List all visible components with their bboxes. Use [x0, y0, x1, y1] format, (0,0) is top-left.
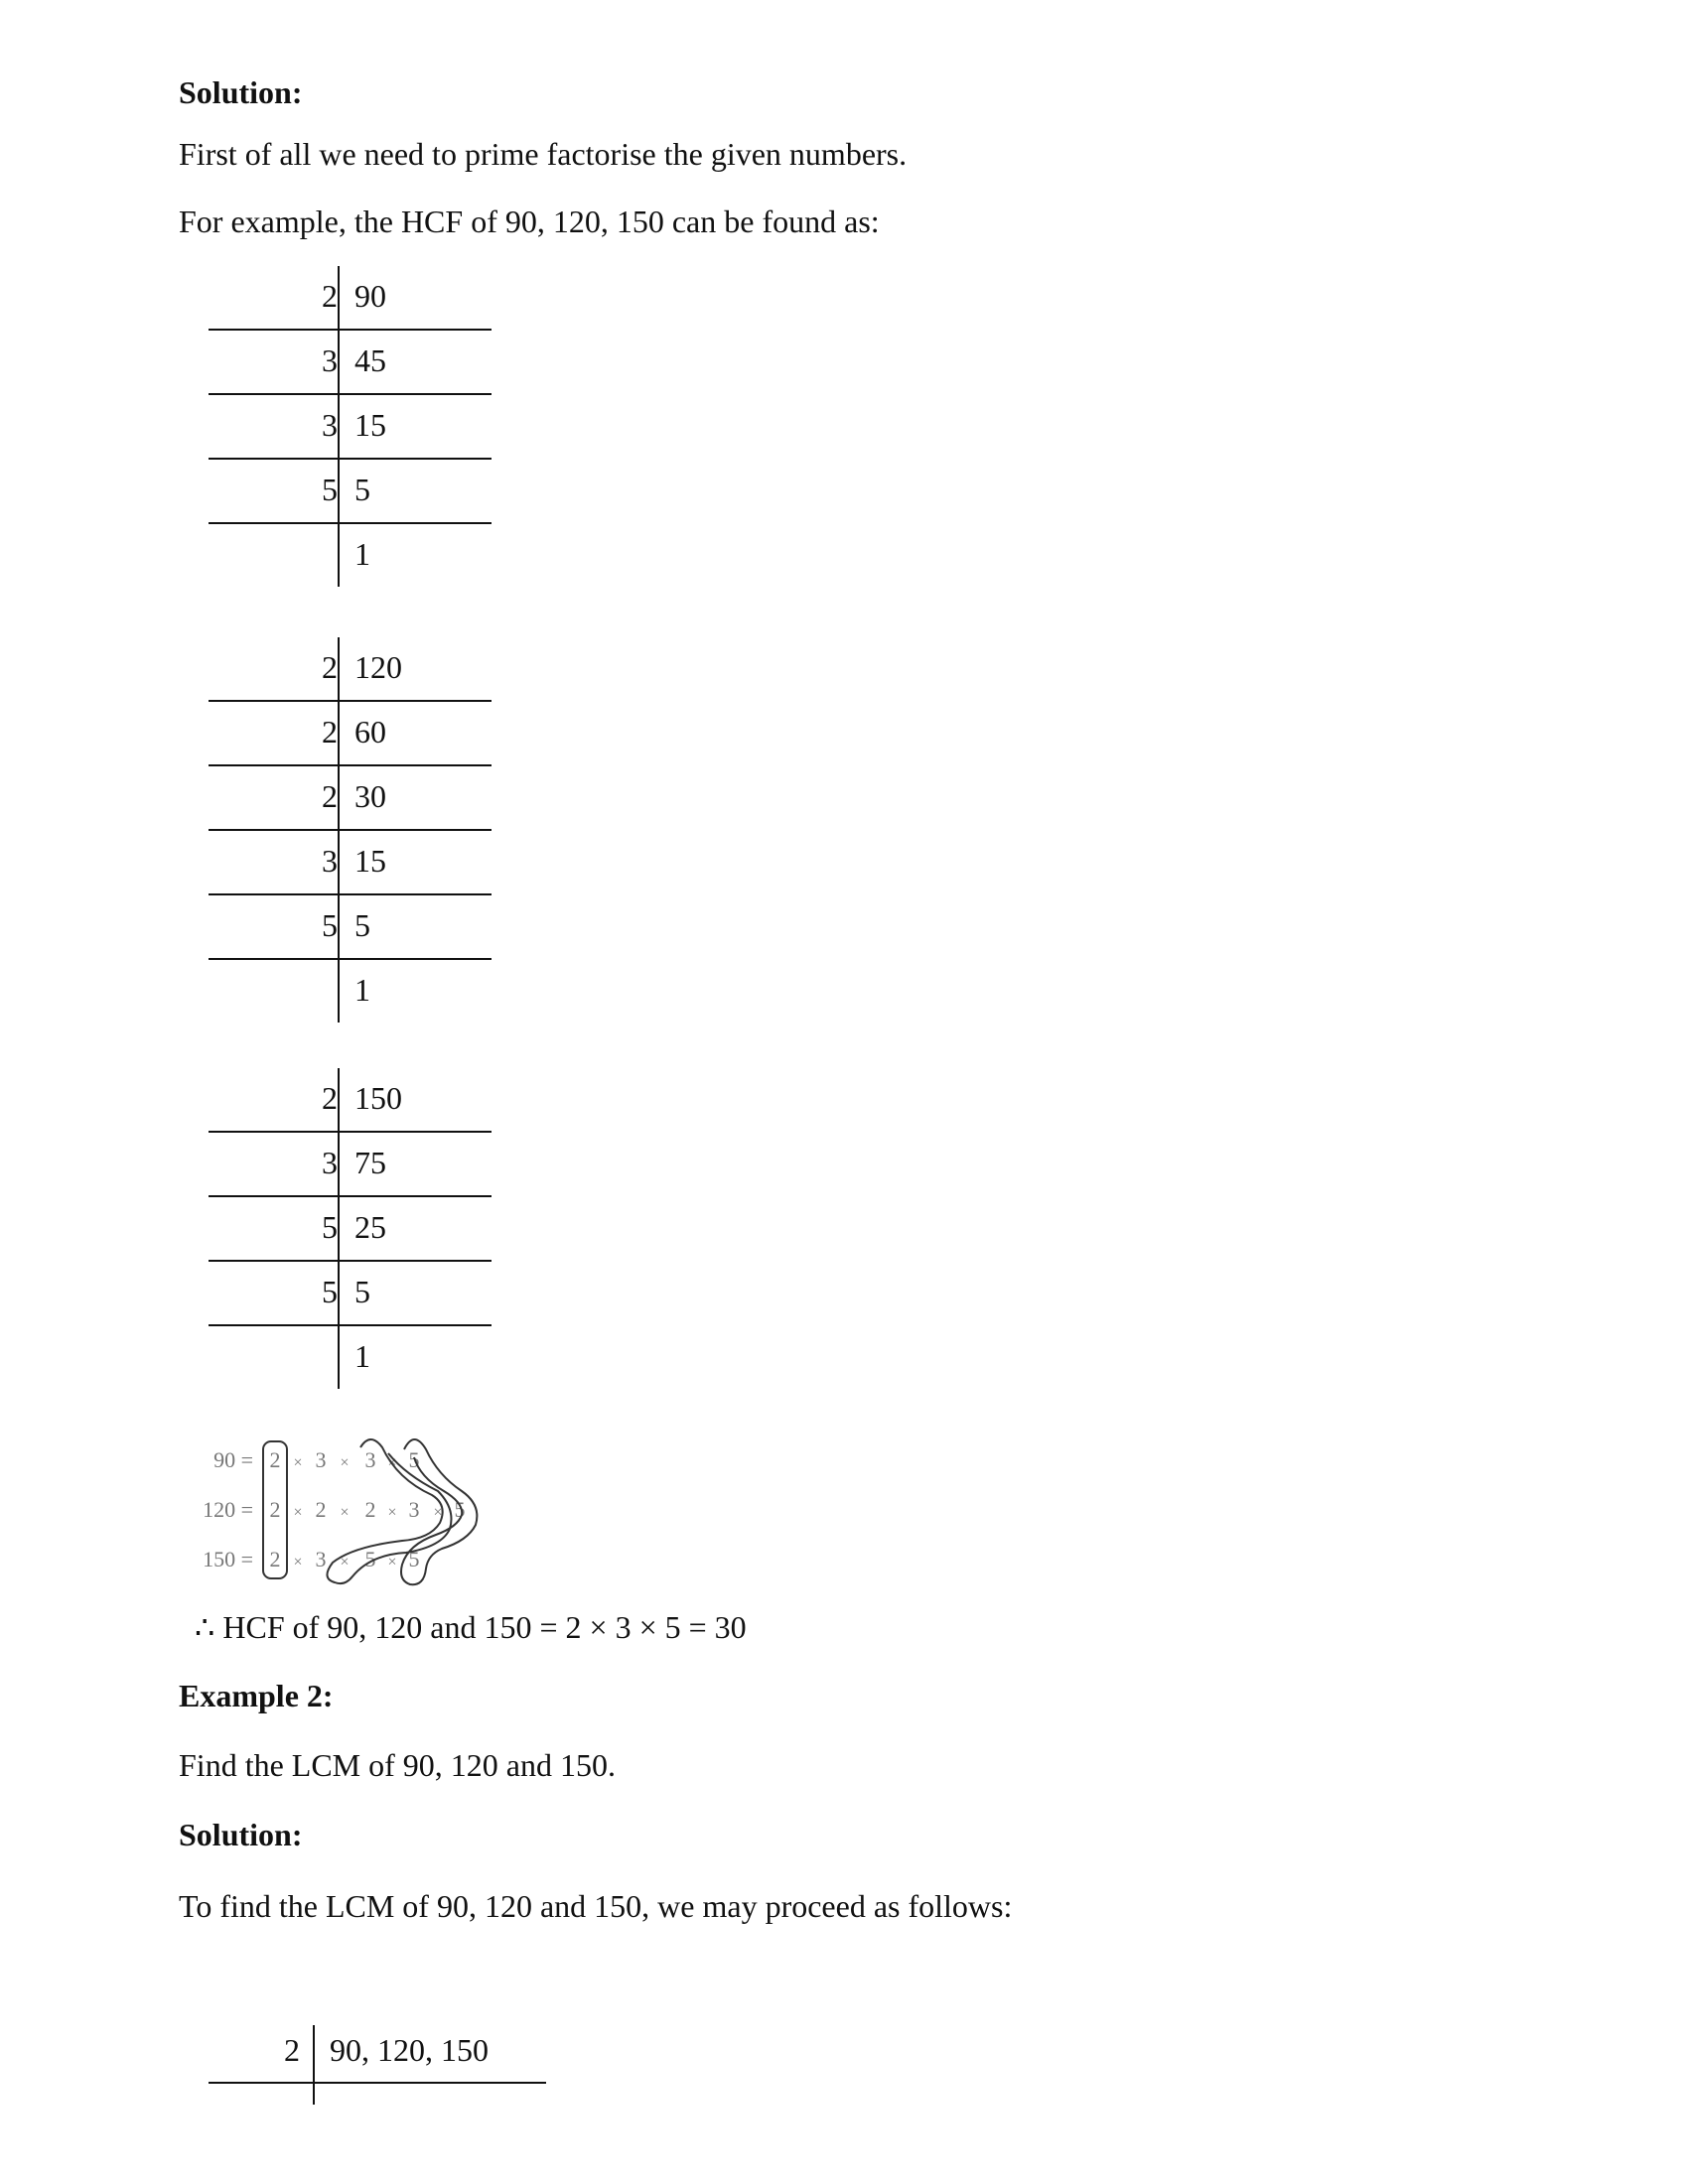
- factor: 2: [269, 1497, 281, 1522]
- times-sign: ×: [387, 1454, 397, 1471]
- solution-heading-2: Solution:: [179, 1817, 303, 1852]
- solution-2-text: To find the LCM of 90, 120 and 150, we may proceed as follows:: [179, 1888, 1013, 1924]
- table-row: 1: [354, 536, 370, 572]
- times-sign: ×: [293, 1454, 303, 1471]
- factor: 5: [408, 1547, 420, 1571]
- division-table-150: [209, 1068, 492, 1389]
- times-sign: ×: [293, 1504, 303, 1521]
- factor: 3: [315, 1547, 327, 1571]
- hcf-result: ∴ HCF of 90, 120 and 150 = 2 × 3 × 5 = 30: [195, 1609, 747, 1645]
- factor-row-label: 150 =: [203, 1547, 253, 1571]
- table-row: 5 5: [209, 460, 492, 524]
- lcm-values: 90, 120, 150: [330, 2032, 489, 2068]
- factor: 2: [315, 1497, 327, 1522]
- table-row: 2 90: [209, 266, 492, 331]
- table-row: 3 15: [209, 831, 492, 895]
- division-table-120: [209, 637, 492, 1023]
- times-sign: ×: [340, 1554, 350, 1570]
- intro-line: First of all we need to prime factorise the given numbers.: [179, 136, 908, 172]
- common-factors-diagram: [194, 1430, 511, 1598]
- table-row: 5 5: [209, 1262, 492, 1326]
- table-row: 1: [354, 1338, 370, 1374]
- lcm-division-table: [209, 2020, 546, 2105]
- lcm-divisor: 2: [284, 2032, 300, 2068]
- solution-heading-1: Solution:: [179, 74, 303, 110]
- table-row: 2 120: [209, 637, 492, 702]
- table-row: 2 60: [209, 702, 492, 766]
- example-2-text: Find the LCM of 90, 120 and 150.: [179, 1747, 616, 1783]
- table-row: 2 150: [209, 1068, 492, 1133]
- table-row: 3 75: [209, 1133, 492, 1197]
- factor-row-label: 120 =: [203, 1497, 253, 1522]
- example-line: For example, the HCF of 90, 120, 150 can be found as:: [179, 204, 880, 239]
- table-row: 1: [354, 972, 370, 1008]
- factor: 3: [364, 1447, 376, 1472]
- example-2-heading: Example 2:: [179, 1678, 334, 1713]
- table-row: 5 25: [209, 1197, 492, 1262]
- times-sign: ×: [387, 1504, 397, 1521]
- horizontal-line: [209, 2082, 546, 2084]
- times-sign: ×: [340, 1454, 350, 1471]
- table-row: 3 45: [209, 331, 492, 395]
- factor: 2: [364, 1497, 376, 1522]
- table-row: 3 15: [209, 395, 492, 460]
- table-row: 5 5: [209, 895, 492, 960]
- divider-line: [313, 2025, 315, 2105]
- division-table-90: [209, 266, 492, 587]
- factor: 2: [269, 1547, 281, 1571]
- factor-row-label: 90 =: [213, 1447, 253, 1472]
- factor: 3: [408, 1497, 420, 1522]
- factor: 2: [269, 1447, 281, 1472]
- times-sign: ×: [433, 1504, 443, 1521]
- times-sign: ×: [387, 1554, 397, 1570]
- times-sign: ×: [293, 1554, 303, 1570]
- factor: 5: [364, 1547, 376, 1571]
- table-row: 2 30: [209, 766, 492, 831]
- factor: 3: [315, 1447, 327, 1472]
- times-sign: ×: [340, 1504, 350, 1521]
- factor: 5: [454, 1497, 466, 1522]
- factor: 5: [408, 1447, 420, 1472]
